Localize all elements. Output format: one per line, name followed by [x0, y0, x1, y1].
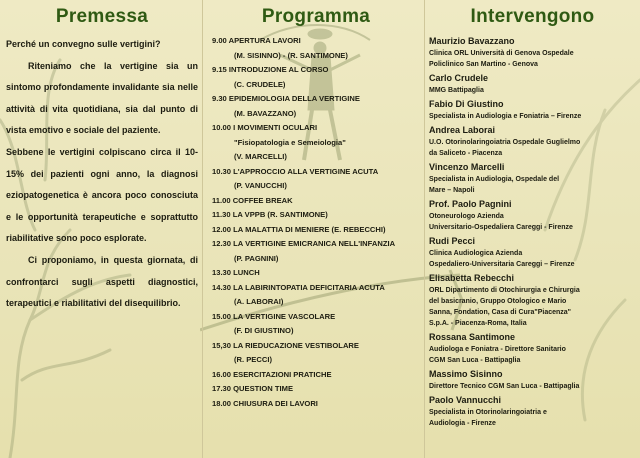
- programma-item: 14.30 LA LABIRINTOPATIA DEFICITARIA ACUTA: [212, 282, 385, 292]
- speaker-affiliation: ORL Dipartimento di Otochirurgia e Chirurgia: [429, 287, 580, 294]
- programma-item: 9.15 INTRODUZIONE AL CORSO: [212, 65, 329, 74]
- speaker-affiliation: Clinica ORL Università di Genova Ospedale: [429, 50, 574, 57]
- speaker-name: Andrea Laborai: [429, 125, 496, 135]
- speaker-affiliation: Ospedaliero-Universitaria Careggi – Firenze: [429, 261, 575, 268]
- programma-title: Programma: [261, 6, 371, 27]
- speaker-name: Carlo Crudele: [429, 73, 489, 83]
- speaker-name: Rossana Santimone: [429, 332, 516, 342]
- speaker-affiliation: Direttore Tecnico CGM San Luca - Battipaglia: [429, 383, 580, 390]
- speaker-affiliation: Mare – Napoli: [429, 187, 475, 194]
- programma-detail: (C. CRUDELE): [234, 79, 286, 89]
- programma-item: 12.00 LA MALATTIA DI MENIERE (E. REBECCHI): [212, 224, 386, 234]
- speaker-entry: [429, 160, 636, 196]
- speaker-name: Massimo Sisinno: [429, 369, 503, 379]
- intervengono-title: Intervengono: [470, 6, 595, 27]
- speaker-affiliation: S.p.A. - Piacenza-Roma, Italia: [429, 320, 527, 327]
- premessa-column: [0, 0, 202, 458]
- programma-item: 9.30 EPIDEMIOLOGIA DELLA VERTIGINE: [212, 94, 360, 103]
- programma-item: 9.00 APERTURA LAVORI: [212, 36, 301, 45]
- speaker-list: [429, 34, 636, 429]
- premessa-paragraph: Riteniamo che la vertigine sia un sintomo profondamente invalidante sia nelle attività di vita quotidiana, sia dal punto di vista emotivo e sociale del paziente.: [6, 60, 198, 136]
- speaker-name: Maurizio Bavazzano: [429, 36, 515, 46]
- speaker-affiliation: Specialista in Audiologia e Foniatria – Firenze: [429, 113, 582, 120]
- speaker-affiliation: Policlinico San Martino - Genova: [429, 61, 538, 68]
- speaker-affiliation: MMG Battipaglia: [429, 87, 484, 94]
- speaker-affiliation: Clinica Audiologica Azienda: [429, 250, 523, 257]
- speaker-affiliation: Sanna, Fondation, Casa di Cura"Piacenza": [429, 309, 572, 316]
- premessa-paragraph: Perché un convegno sulle vertigini?: [6, 39, 161, 49]
- programma-detail: (M. BAVAZZANO): [234, 108, 297, 118]
- speaker-name: Rudi Pecci: [429, 236, 476, 246]
- programma-item: 15.00 LA VERTIGINE VASCOLARE: [212, 311, 336, 321]
- speaker-entry: [429, 123, 636, 159]
- speaker-affiliation: CGM San Luca - Battipaglia: [429, 357, 521, 364]
- speaker-name: Paolo Vannucchi: [429, 395, 502, 405]
- programma-item: 18.00 CHIUSURA DEI LAVORI: [212, 398, 318, 408]
- speaker-entry: [429, 97, 636, 122]
- programma-item: 12.30 LA VERTIGINE EMICRANICA NELL'INFANZIA: [212, 239, 396, 248]
- programma-item: 11.30 LA VPPB (R. SANTIMONE): [212, 210, 328, 219]
- speaker-entry: [429, 271, 636, 329]
- speaker-entry: [429, 330, 636, 366]
- speaker-affiliation: Universitario-Ospedaliera Careggi - Firenze: [429, 224, 573, 231]
- programma-detail: (F. DI GIUSTINO): [234, 326, 294, 335]
- programma-detail: "Fisiopatologia e Semeiologia": [234, 137, 346, 147]
- speaker-entry: [429, 71, 636, 96]
- programma-detail: (R. PECCI): [234, 355, 272, 364]
- speaker-name: Vincenzo Marcelli: [429, 162, 505, 172]
- programma-detail: (P. VANUCCHI): [234, 181, 287, 190]
- speaker-name: Fabio Di Giustino: [429, 99, 504, 109]
- speaker-affiliation: del basicranio, Gruppo Otologico e Mario: [429, 298, 567, 305]
- intervengono-column: [425, 0, 640, 458]
- speaker-entry: [429, 393, 636, 429]
- speaker-affiliation: da Saliceto - Piacenza: [429, 150, 503, 157]
- premessa-paragraph: Ci proponiamo, in questa giornata, di confrontarci sugli aspetti diagnostici, terapeutici e riabilitativi del disequilibrio.: [6, 254, 198, 309]
- speaker-affiliation: Audiologia - Firenze: [429, 420, 496, 427]
- programma-item: 10.00 I MOVIMENTI OCULARI: [212, 123, 318, 132]
- programma-item: 16.00 ESERCITAZIONI PRATICHE: [212, 369, 332, 379]
- speaker-name: Prof. Paolo Pagnini: [429, 199, 512, 209]
- speaker-entry: [429, 367, 636, 392]
- premessa-paragraph: Sebbene le vertigini colpiscano circa il 10-15% dei pazienti ogni anno, la diagnosi eziopatogenetica è ancora poco conosciuta e le opportunità terapeutiche e soprattutto riabilitative sono poco esplorate.: [6, 146, 198, 244]
- programma-item: 17.30 QUESTION TIME: [212, 384, 294, 393]
- programma-detail: (M. SISINNO) - (R. SANTIMONE): [234, 50, 348, 60]
- speaker-affiliation: Otoneurologo Azienda: [429, 213, 504, 220]
- programma-item: 11.00 COFFEE BREAK: [212, 195, 293, 205]
- speaker-affiliation: Audiologa e Foniatra - Direttore Sanitario: [429, 346, 566, 353]
- speaker-entry: [429, 234, 636, 270]
- programma-item: 10.30 L'APPROCCIO ALLA VERTIGINE ACUTA: [212, 166, 379, 176]
- programma-detail: (A. LABORAI): [234, 297, 284, 306]
- speaker-entry: [429, 197, 636, 233]
- speaker-name: Elisabetta Rebecchi: [429, 273, 515, 283]
- speaker-affiliation: Specialista in Audiologia, Ospedale del: [429, 176, 560, 183]
- premessa-title: Premessa: [55, 6, 149, 27]
- programma-detail: (V. MARCELLI): [234, 152, 287, 161]
- programma-list: [212, 34, 420, 411]
- speaker-affiliation: Specialista in Otorinolaringoiatria e: [429, 409, 547, 416]
- programma-column: [203, 0, 424, 458]
- programma-item: 13.30 LUNCH: [212, 268, 260, 277]
- programma-item: 15,30 LA RIEDUCAZIONE VESTIBOLARE: [212, 340, 359, 350]
- programma-detail: (P. PAGNINI): [234, 253, 279, 263]
- speaker-affiliation: U.O. Otorinolaringoiatria Ospedale Guglielmo: [429, 139, 581, 146]
- speaker-entry: [429, 34, 636, 70]
